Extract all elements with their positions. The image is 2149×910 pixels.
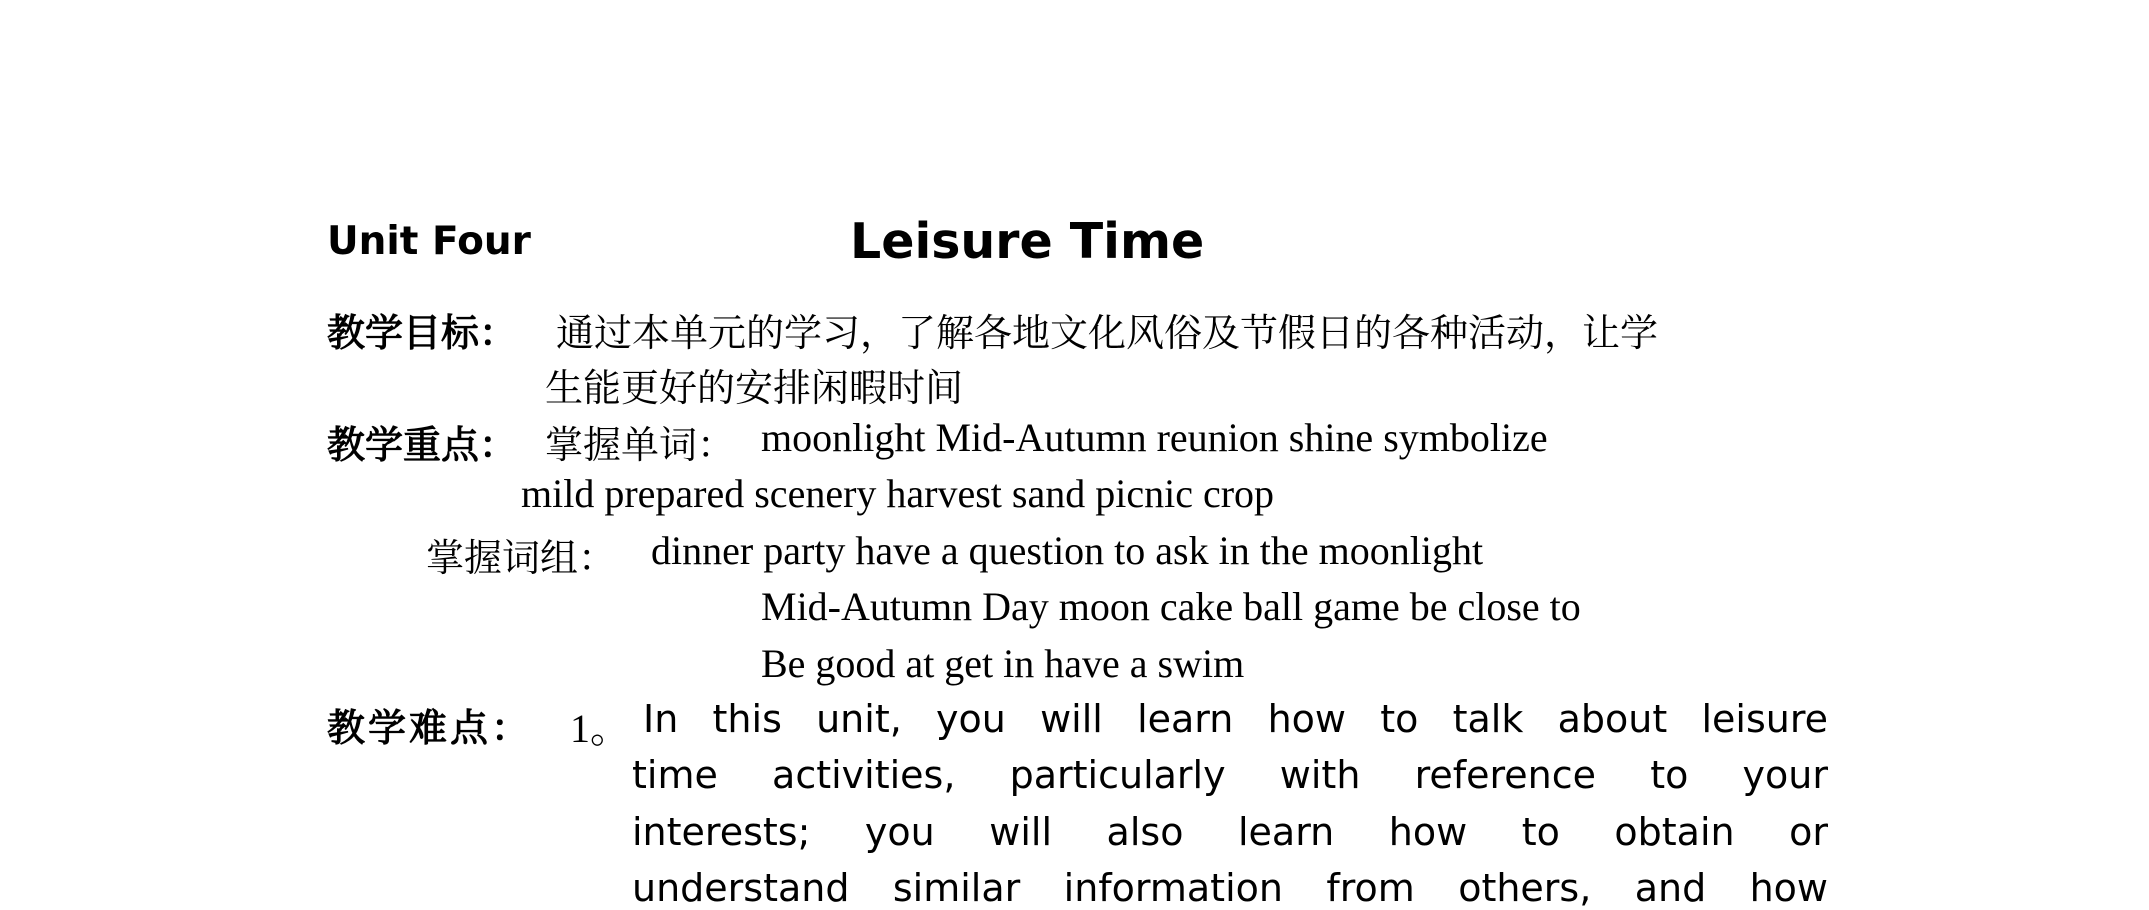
vocab-line-2: mild prepared scenery harvest sand picnic crop (521, 471, 1275, 516)
difficulties-number: 1。 (570, 706, 630, 751)
objectives-line-1: 通过本单元的学习，了解各地文化风俗及节假日的各种活动，让学 (556, 311, 1659, 355)
difficulties-line-1: In this unit, you will learn how to talk about leisure (643, 697, 1828, 741)
phrase-line-2: Mid-Autumn Day moon cake ball game be close to (761, 584, 1581, 629)
objectives-label: 教学目标： (327, 311, 518, 355)
difficulties-line-4: understand similar information from others, and how (632, 866, 1828, 910)
vocab-line-1: moonlight Mid-Autumn reunion shine symbolize (761, 415, 1548, 460)
phrase-line-1: dinner party have a question to ask in the moonlight (651, 528, 1484, 573)
phrase-line-3: Be good at get in have a swim (761, 641, 1245, 686)
difficulties-line-3: interests; you will also learn how to obtain or (632, 810, 1828, 854)
key-points-label: 教学重点： (327, 423, 518, 467)
difficulties-label: 教学难点： (327, 706, 533, 750)
objectives-line-2: 生能更好的安排闲暇时间 (545, 366, 964, 410)
unit-label: Unit Four (327, 219, 531, 264)
difficulties-line-2: time activities, particularly with reference to your (632, 753, 1828, 797)
page-title: Leisure Time (850, 213, 1205, 270)
vocab-label: 掌握单词： (545, 423, 736, 467)
phrase-label: 掌握词组： (426, 536, 617, 580)
